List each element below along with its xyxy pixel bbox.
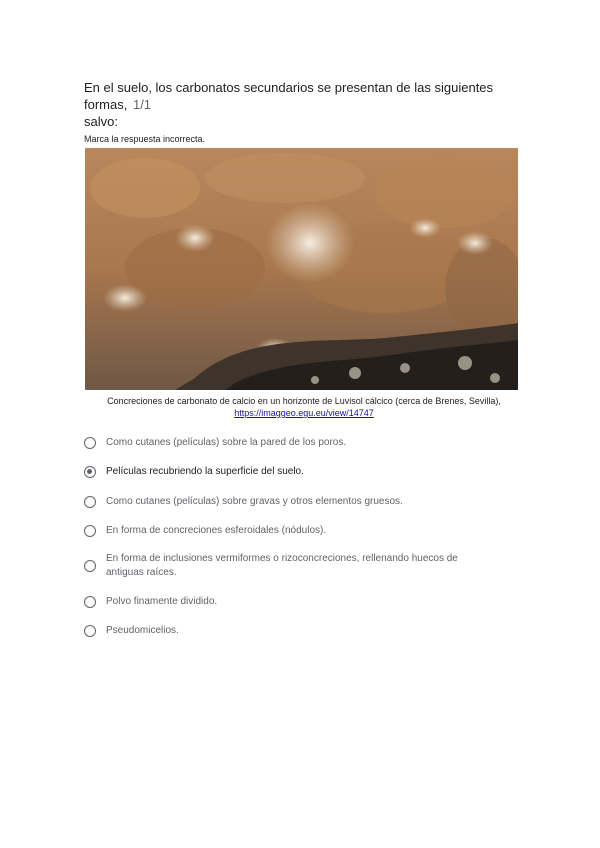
radio-button[interactable] bbox=[84, 496, 96, 508]
option-2[interactable] bbox=[84, 465, 524, 479]
question-text: En el suelo, los carbonatos secundarios se presentan de las siguientes formas, bbox=[84, 80, 494, 112]
radio-button[interactable] bbox=[84, 437, 96, 449]
option-4[interactable] bbox=[84, 524, 524, 538]
figure-caption-text: Concreciones de carbonato de calcio en un horizonte de Luvisol cálcico (cerca de Brenes, Sevilla), bbox=[107, 396, 501, 406]
radio-button-checked[interactable] bbox=[84, 466, 96, 478]
option-label: En forma de inclusiones vermiformes o rizoconcreciones, rellenando huecos de antiguas raíces. bbox=[106, 553, 458, 578]
question-title bbox=[84, 79, 524, 130]
option-label: En forma de concreciones esferoidales (nódulos). bbox=[106, 525, 327, 536]
option-6[interactable] bbox=[84, 595, 524, 609]
figure-caption bbox=[84, 395, 524, 419]
option-7[interactable] bbox=[84, 624, 524, 638]
option-label: Películas recubriendo la superficie del suelo. bbox=[106, 466, 304, 477]
option-label: Como cutanes (películas) sobre gravas y otros elementos gruesos. bbox=[106, 496, 403, 507]
option-label: Pseudomicelios. bbox=[106, 625, 179, 636]
radio-button[interactable] bbox=[84, 596, 96, 608]
radio-button[interactable] bbox=[84, 625, 96, 637]
figure-source-link[interactable]: https://imaggeo.egu.eu/view/14747 bbox=[234, 408, 374, 418]
question-hint: Marca la respuesta incorrecta. bbox=[84, 134, 206, 144]
radio-button[interactable] bbox=[84, 525, 96, 537]
option-label: Polvo finamente dividido. bbox=[106, 596, 218, 607]
option-3[interactable] bbox=[84, 495, 524, 509]
soil-photo bbox=[85, 148, 518, 390]
option-label: Como cutanes (películas) sobre la pared de los poros. bbox=[106, 437, 347, 448]
option-5[interactable] bbox=[84, 552, 524, 580]
question-score: 1/1 bbox=[132, 97, 152, 112]
radio-button[interactable] bbox=[84, 560, 96, 572]
option-1[interactable] bbox=[84, 436, 524, 450]
question-text-cont: salvo: bbox=[84, 114, 118, 129]
question-header bbox=[84, 79, 524, 144]
